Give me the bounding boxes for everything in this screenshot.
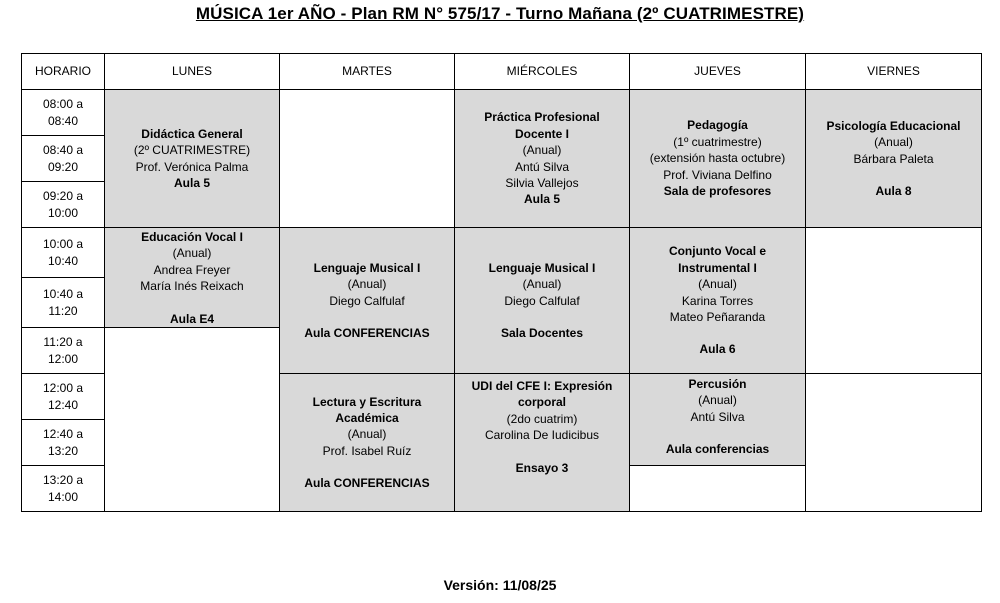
class-room: Aula CONFERENCIAS	[304, 476, 430, 491]
class-educacion-vocal	[105, 228, 280, 328]
time-slot	[22, 374, 105, 420]
class-teacher: Mateo Peñaranda	[669, 309, 766, 324]
header-martes: MARTES	[280, 54, 455, 90]
class-room: Aula conferencias	[665, 442, 770, 457]
class-note: (Anual)	[522, 277, 562, 292]
class-teacher: Prof. Isabel Ruíz	[322, 443, 412, 458]
class-subject: Práctica Profesional	[484, 110, 600, 125]
time-slot	[22, 182, 105, 228]
time-slot	[22, 420, 105, 466]
time-end: 09:20	[47, 159, 79, 174]
class-teacher: Prof. Viviana Delfino	[663, 167, 772, 182]
class-teacher: Antú Silva	[690, 409, 745, 424]
page-title: MÚSICA 1er AÑO - Plan RM N° 575/17 - Turno Mañana (2º CUATRIMESTRE)	[195, 4, 805, 23]
empty-cell	[630, 466, 806, 512]
class-note: (extensión hasta octubre)	[649, 151, 786, 166]
class-teacher: Karina Torres	[681, 293, 754, 308]
class-note: (Anual)	[347, 427, 387, 442]
class-room: Aula E4	[169, 311, 214, 326]
time-start: 10:40 a	[42, 286, 84, 301]
class-room: Ensayo 3	[515, 460, 569, 475]
class-room: Aula 5	[523, 192, 560, 207]
class-teacher: Diego Calfulaf	[504, 293, 580, 308]
class-note: (Anual)	[874, 135, 913, 150]
class-practica-profesional	[455, 90, 630, 228]
time-slot	[22, 328, 105, 374]
class-room: Sala Docentes	[500, 325, 584, 340]
header-horario: HORARIO	[22, 54, 105, 90]
class-teacher: Carolina De Iudicibus	[484, 428, 600, 443]
time-start: 08:00 a	[42, 96, 84, 111]
class-note: (1º cuatrimestre)	[673, 134, 762, 149]
time-start: 12:40 a	[42, 426, 84, 441]
class-teacher: Diego Calfulaf	[329, 293, 405, 308]
class-subject: UDI del CFE I: Expresión	[471, 379, 613, 394]
class-note: (Anual)	[698, 393, 737, 408]
version-label: Versión: 11/08/25	[443, 577, 557, 593]
class-room: Aula 6	[699, 342, 736, 357]
schedule-table	[21, 53, 982, 512]
time-end: 12:00	[47, 351, 79, 366]
time-slot	[22, 228, 105, 278]
class-subject: Psicología Educacional	[826, 118, 961, 133]
time-end: 14:00	[47, 489, 79, 504]
empty-cell	[105, 328, 280, 512]
header-viernes: VIERNES	[806, 54, 982, 90]
class-subject: Educación Vocal I	[141, 230, 243, 244]
class-subject: Didáctica General	[141, 126, 243, 141]
empty-cell	[806, 228, 982, 374]
class-lenguaje-musical-miercoles	[455, 228, 630, 374]
class-note: (Anual)	[522, 143, 562, 158]
class-teacher: Prof. Verónica Palma	[135, 159, 249, 174]
time-slot	[22, 90, 105, 136]
empty-cell	[280, 90, 455, 228]
class-didactica-general	[105, 90, 280, 228]
class-note: (Anual)	[698, 277, 737, 292]
time-slot	[22, 278, 105, 328]
class-lenguaje-musical-martes	[280, 228, 455, 374]
time-end: 08:40	[47, 113, 79, 128]
class-teacher: Antú Silva	[514, 159, 570, 174]
time-end: 13:20	[47, 443, 79, 458]
time-slot	[22, 466, 105, 512]
time-start: 12:00 a	[42, 380, 84, 395]
time-end: 10:40	[47, 253, 79, 268]
class-subject: Lenguaje Musical I	[313, 260, 421, 275]
class-note: (2º CUATRIMESTRE)	[133, 143, 251, 158]
class-room: Sala de profesores	[663, 184, 772, 199]
class-subject: Conjunto Vocal e	[668, 244, 767, 259]
time-end: 11:20	[48, 303, 78, 318]
time-row	[22, 228, 982, 278]
time-start: 10:00 a	[42, 236, 84, 251]
class-teacher: Bárbara Paleta	[853, 151, 934, 166]
class-pedagogia	[630, 90, 806, 228]
time-row	[22, 90, 982, 136]
empty-cell	[806, 374, 982, 512]
header-miercoles: MIÉRCOLES	[455, 54, 630, 90]
time-slot	[22, 136, 105, 182]
header-lunes: LUNES	[105, 54, 280, 90]
time-start: 11:20 a	[43, 334, 83, 349]
class-subject: Pedagogía	[687, 118, 748, 133]
class-subject: Lenguaje Musical I	[488, 260, 596, 275]
class-teacher: Silvia Vallejos	[505, 175, 579, 190]
class-subject: corporal	[517, 395, 566, 410]
class-subject: Lectura y Escritura	[312, 394, 422, 409]
class-note: (Anual)	[172, 246, 212, 261]
class-teacher: María Inés Reixach	[140, 279, 244, 294]
class-lectura-escritura	[280, 374, 455, 512]
header-row	[22, 54, 982, 90]
time-end: 12:40	[47, 397, 79, 412]
time-start: 08:40 a	[42, 142, 84, 157]
class-conjunto-vocal	[630, 228, 806, 374]
class-room: Aula CONFERENCIAS	[304, 325, 430, 340]
class-subject: Percusión	[688, 377, 747, 392]
class-room: Aula 8	[875, 183, 912, 198]
class-subject: Instrumental I	[678, 260, 757, 275]
class-psicologia-educacional	[806, 90, 982, 228]
class-subject: Docente I	[514, 126, 569, 141]
class-note: (2do cuatrim)	[506, 411, 578, 426]
class-subject: Académica	[335, 410, 399, 425]
time-start: 09:20 a	[42, 188, 84, 203]
class-note: (Anual)	[347, 277, 387, 292]
time-start: 13:20 a	[42, 472, 84, 487]
class-room: Aula 5	[173, 175, 210, 190]
class-teacher: Andrea Freyer	[153, 262, 231, 277]
header-jueves: JUEVES	[630, 54, 806, 90]
class-percusion	[630, 374, 806, 466]
class-udi-expresion-corporal	[455, 374, 630, 512]
time-end: 10:00	[47, 205, 79, 220]
